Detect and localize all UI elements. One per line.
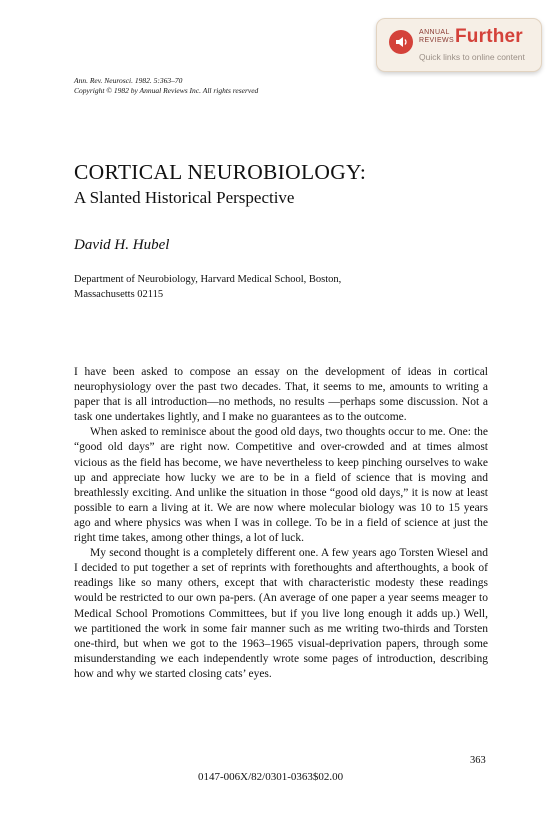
badge-annual-text: ANNUAL: [419, 29, 450, 36]
footer-code: 0147-006X/82/0301-0363$02.00: [198, 771, 344, 783]
badge-publisher: [419, 29, 454, 45]
badge-further-text: Further: [455, 26, 523, 47]
further-badge[interactable]: [376, 18, 542, 72]
badge-quick-links-text: Quick links to online content: [419, 52, 525, 62]
body-paragraph: I have been asked to compose an essay on the development of ideas in cortical neurophysiology over the past two decades. That, it seems to me, amounts to writing a paper that is all introduction—no methods, no results —perhaps some discussion. Not a task one undertakes lightly, and I make no guarantees as to the outcome.: [74, 366, 488, 424]
affiliation-line: Massachusetts 02115: [74, 289, 164, 300]
body-paragraph: When asked to reminisce about the good old days, two thoughts occur to me. One: the “good old days” are right now. Competitive and over-crowded and at times almost vicious as the field has become, we have nevertheless to keep pinching ourselves to wake up and appreciate how lucky we are to be in a field of science that is moving and breathlessly exciting. And unlike the situation in those “good old days,” it is now at least possible to earn a living at it. We are now where molecular biology was 10 to 15 years ago and where physics was when I was in college. To be in a field of science at just the right time takes, among other things, a lot of luck.: [74, 426, 488, 545]
journal-citation: [74, 76, 258, 96]
badge-reviews-text: REVIEWS: [419, 37, 455, 44]
author-affiliation: [74, 272, 341, 302]
author-name: David H. Hubel: [74, 237, 170, 253]
article-subtitle: A Slanted Historical Perspective: [74, 188, 295, 207]
journal-citation-line: Ann. Rev. Neurosci. 1982. 5:363–70: [74, 76, 183, 85]
copyright-line: Copyright © 1982 by Annual Reviews Inc. All rights reserved: [74, 86, 259, 95]
article-title: CORTICAL NEUROBIOLOGY:: [74, 160, 367, 184]
affiliation-line: Department of Neurobiology, Harvard Medical School, Boston,: [74, 274, 342, 285]
body-paragraph: My second thought is a completely different one. A few years ago Torsten Wiesel and I decided to put together a set of reprints with forethoughts and afterthoughts, a book of readings like so many others, except that with characteristic modesty these readings would be restricted to our own pa-pers. (An average of one paper a year seems meager to Medical School Promotions Committees, but if you live long enough it adds up.) Well, we partitioned the work in some fair manner such as me writing two-thirds and Torsten one-third, but when we got to the 1963–1965 visual-deprivation papers, through some misunderstanding we each independently wrote some pages of introduction, describing how and why we started closing cats’ eyes.: [74, 547, 488, 680]
sound-speaker-icon: [389, 30, 413, 54]
article-body: [74, 365, 488, 682]
page-number: 363: [470, 755, 486, 766]
